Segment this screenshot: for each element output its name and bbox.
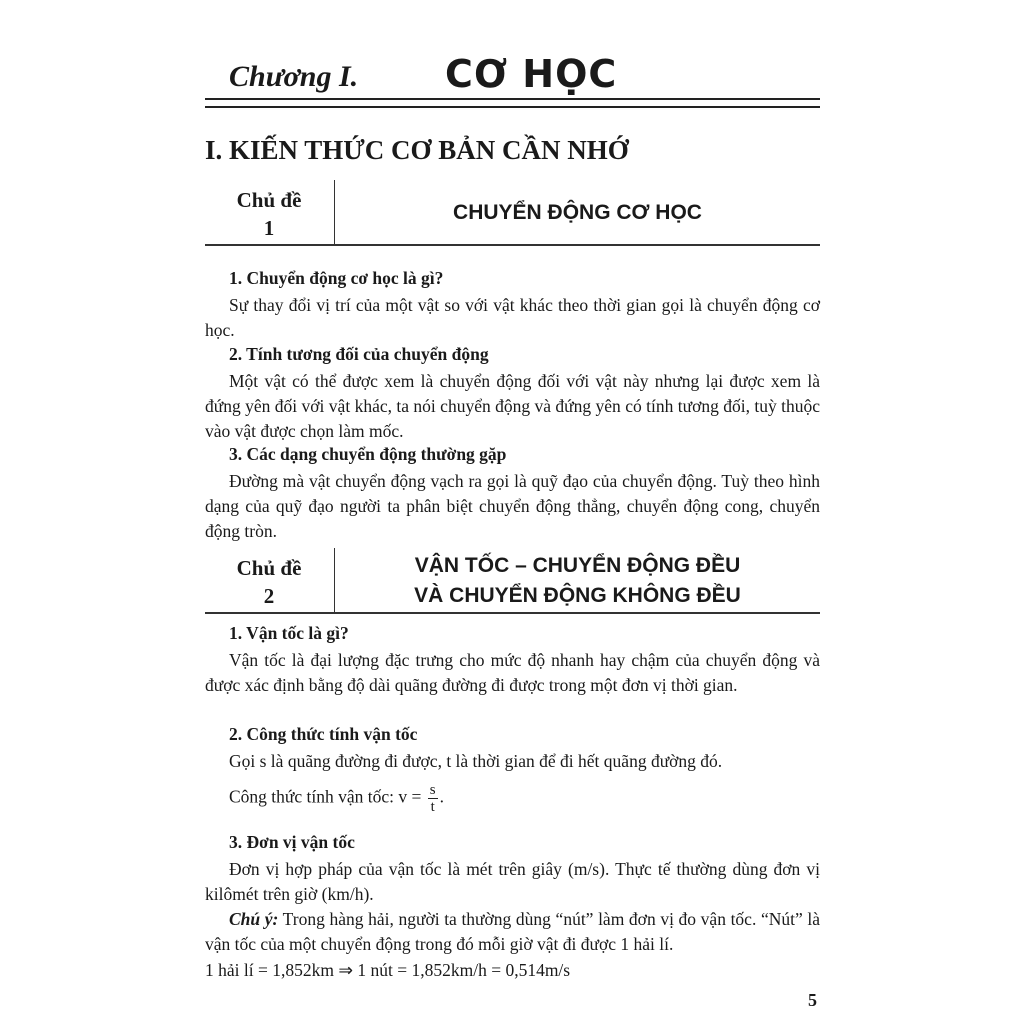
chapter-label: Chương I. — [229, 60, 359, 93]
subheading: 1. Vận tốc là gì? — [229, 623, 349, 643]
topic-1-header — [205, 180, 820, 246]
paragraph — [205, 648, 820, 698]
topic-number: 1 — [263, 216, 275, 240]
paragraph — [205, 857, 820, 907]
paragraph — [205, 749, 820, 774]
divider — [205, 612, 820, 614]
note-label: Chú ý: — [229, 909, 279, 929]
chapter-title: CƠ HỌC — [445, 52, 618, 96]
note — [205, 907, 820, 957]
note-text: Trong hàng hải, người ta thường dùng “nút” làm đơn vị đo vận tốc. “Nút” là vận tốc của một chuyển động trong đó mỗi giờ vật đi được 1 hải lí. — [205, 909, 820, 954]
page-number: 5 — [808, 990, 817, 1010]
formula-prefix: Công thức tính vận tốc: v = — [229, 786, 422, 807]
topic-title-line: VẬN TỐC – CHUYỂN ĐỘNG ĐỀU — [414, 554, 741, 577]
paragraph-text: Một vật có thể được xem là chuyển động đối với vật này nhưng lại được xem là đứng yên đối với vật khác, ta nói chuyển động và đứng yên có tính tương đối, tuỳ thuộc vào vật được chọn làm mốc. — [205, 371, 820, 441]
numerator: s — [429, 782, 436, 798]
paragraph — [205, 293, 820, 343]
denominator: t — [430, 799, 435, 815]
subheading: 3. Đơn vị vận tốc — [229, 832, 355, 852]
subheading: 2. Tính tương đối của chuyển động — [229, 344, 489, 364]
paragraph — [205, 469, 820, 544]
paragraph — [205, 369, 820, 444]
topic-1-label — [205, 186, 333, 242]
topic-title-line: CHUYỂN ĐỘNG CƠ HỌC — [453, 201, 702, 224]
formula-suffix: . — [439, 786, 444, 807]
paragraph-text: Sự thay đổi vị trí của một vật so với vật khác theo thời gian gọi là chuyển động cơ học. — [205, 295, 820, 340]
topic-2-title — [335, 548, 820, 614]
topic-title-line: VÀ CHUYỂN ĐỘNG KHÔNG ĐỀU — [414, 584, 741, 607]
topic-number: 2 — [263, 584, 275, 608]
chapter-divider — [205, 98, 820, 108]
topic-1-title — [335, 180, 820, 246]
topic-2-label — [205, 554, 333, 610]
subheading: 2. Công thức tính vận tốc — [229, 724, 418, 744]
chapter-header — [205, 52, 820, 100]
formula-line — [205, 782, 820, 815]
paragraph-text: Vận tốc là đại lượng đặc trưng cho mức độ nhanh hay chậm của chuyển động và được xác định bằng độ dài quãng đường đi được trong một đơn vị thời gian. — [205, 650, 820, 695]
paragraph-text: Đường mà vật chuyển động vạch ra gọi là quỹ đạo của chuyển động. Tuỳ theo hình dạng của quỹ đạo người ta phân biệt chuyển động thẳng, chuyển động cong, chuyển động tròn. — [205, 471, 820, 541]
equation: 1 hải lí = 1,852km ⇒ 1 nút = 1,852km/h = 0,514m/s — [205, 960, 571, 980]
fraction — [428, 782, 438, 815]
topic-label-text: Chủ đề — [236, 556, 302, 580]
topic-label-text: Chủ đề — [236, 188, 302, 212]
subheading: 3. Các dạng chuyển động thường gặp — [229, 444, 507, 464]
paragraph-text: Gọi s là quãng đường đi được, t là thời gian để đi hết quãng đường đó. — [229, 751, 723, 771]
topic-2-header — [205, 548, 820, 614]
subheading: 1. Chuyển động cơ học là gì? — [229, 268, 444, 288]
section-heading: I. KIẾN THỨC CƠ BẢN CẦN NHỚ — [205, 135, 629, 165]
paragraph-text: Đơn vị hợp pháp của vận tốc là mét trên giây (m/s). Thực tế thường dùng đơn vị kilômét trên giờ (km/h). — [205, 859, 820, 904]
divider — [205, 244, 820, 246]
